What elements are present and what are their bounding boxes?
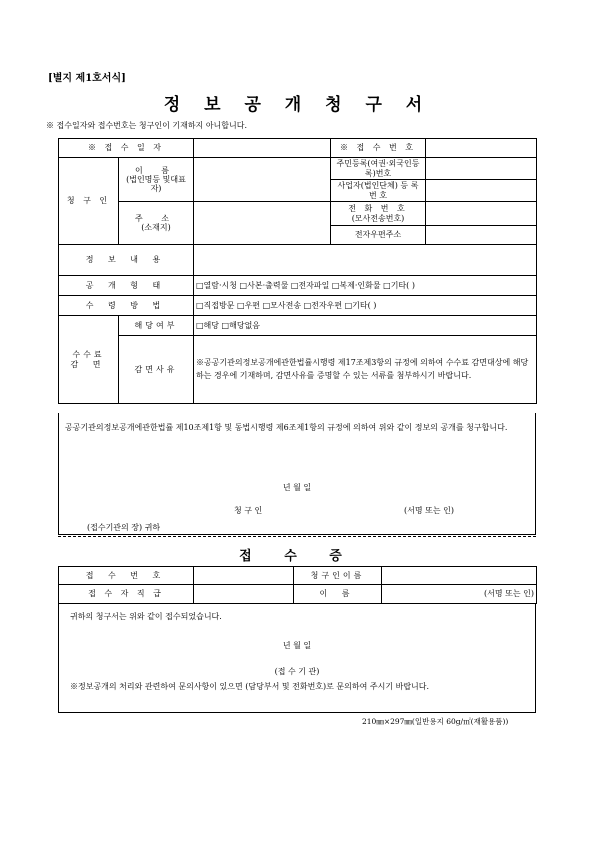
exemption-reason-text: ※공공기관의정보공개에관한법률시행령 제17조제3항의 규정에 의하여 수수료 감면대상에 해당하는 경우에 기재하며, 감면사유를 증명할 수 있는 서류를 첨부하시기 바랍니다.: [194, 336, 537, 404]
declaration-box: [58, 413, 536, 535]
receipt-confirm-text: 귀하의 청구서는 위와 같이 접수되었습니다.: [70, 612, 222, 621]
receiver-signature[interactable]: (서명 또는 인): [382, 585, 537, 604]
exemption-label: 감 면: [70, 359, 107, 369]
phone-field[interactable]: [426, 202, 537, 226]
business-number-label: 사업자(법인단체) 등 록 번 호: [331, 180, 426, 202]
receipt-note: ※정보공개의 처리와 관련하여 문의사항이 있으면 (담당부서 및 전화번호)로 문의하여 주시기 바랍니다.: [70, 682, 430, 691]
declaration-addressee: (접수기관의 장) 귀하: [87, 523, 161, 532]
exemption-reason-label: 감면사유: [119, 336, 194, 404]
requester-name-field[interactable]: [382, 567, 537, 585]
application-table: [58, 138, 537, 404]
declaration-signature[interactable]: (서명 또는 인): [404, 506, 454, 515]
resident-number-label: 주민등록(여권·외국인등록)번호: [331, 158, 426, 180]
receipt-date-label: ※ 접 수 일 자: [59, 139, 194, 158]
phone-label: 전 화 번 호: [348, 204, 408, 214]
declaration-date[interactable]: 년 월 일: [282, 483, 312, 492]
applicable-label: 해당여부: [119, 316, 194, 336]
business-number-field[interactable]: [426, 180, 537, 202]
receipt-number-field[interactable]: [426, 139, 537, 158]
receipt-date-field[interactable]: [194, 139, 331, 158]
receipt-no-label: 접 수 번 호: [59, 567, 194, 585]
email-field[interactable]: [426, 226, 537, 245]
address-field[interactable]: [194, 202, 331, 245]
receipt-box: [58, 603, 536, 713]
address-label-cell: [119, 202, 194, 245]
disclosure-type-options[interactable]: □열람·시청 □사본·출력물 □전자파일 □복제·인화물 □기타( ): [194, 276, 537, 296]
address-label: 주 소: [135, 213, 177, 223]
form-title: 정 보 공 개 청 구 서: [163, 95, 432, 115]
name-sublabel: (법인명등 및대표자): [126, 174, 186, 194]
receiver-name-label: 이 름: [294, 585, 382, 604]
receiver-rank-label: 접 수 자 직 급: [59, 585, 194, 604]
applicable-options[interactable]: □해당 □해당없음: [194, 316, 537, 336]
receipt-title: 접 수 증: [239, 549, 356, 564]
name-label-cell: [119, 158, 194, 202]
info-content-label: 정 보 내 용: [59, 245, 194, 276]
name-field[interactable]: [194, 158, 331, 202]
requester-label: 청 구 인: [59, 158, 119, 245]
receipt-table: [58, 566, 537, 604]
receipt-number-label: ※ 접 수 번 호: [331, 139, 426, 158]
email-label: 전자우편주소: [331, 226, 426, 245]
receipt-no-field[interactable]: [194, 567, 294, 585]
cut-line: [58, 536, 536, 537]
declaration-requester: 청 구 인: [234, 506, 263, 515]
info-content-field[interactable]: [194, 245, 537, 276]
fee-label: 수수료: [72, 350, 105, 360]
receipt-date[interactable]: 년 월 일: [282, 641, 312, 650]
address-sublabel: (소재지): [141, 223, 171, 232]
receive-method-options[interactable]: □직접방문 □우편 □모사전송 □전자우편 □기타( ): [194, 296, 537, 316]
name-label: 이 름: [135, 165, 177, 175]
receiver-rank-field[interactable]: [194, 585, 294, 604]
receipt-notice: ※ 접수일자와 접수번호는 청구인이 기재하지 아니합니다.: [46, 121, 247, 130]
resident-number-field[interactable]: [426, 158, 537, 180]
receiving-agency: (접 수 기 관): [274, 667, 320, 676]
form-reference: [별지 제1호서식]: [48, 73, 126, 84]
disclosure-type-label: 공 개 형 태: [59, 276, 194, 296]
receive-method-label: 수 령 방 법: [59, 296, 194, 316]
declaration-text: 공공기관의정보공개에관한법률 제10조제1항 및 동법시행령 제6조제1항의 규정에 의하여 위와 같이 정보의 공개를 청구합니다.: [65, 423, 508, 432]
fee-exemption-label-cell: [59, 316, 119, 404]
paper-spec: 210㎜×297㎜(일반용지 60g/㎡(재활용품)): [362, 717, 509, 726]
phone-label-cell: [331, 202, 426, 226]
requester-name-label: 청구인이름: [294, 567, 382, 585]
fax-sublabel: (모사전송번호): [351, 213, 405, 223]
